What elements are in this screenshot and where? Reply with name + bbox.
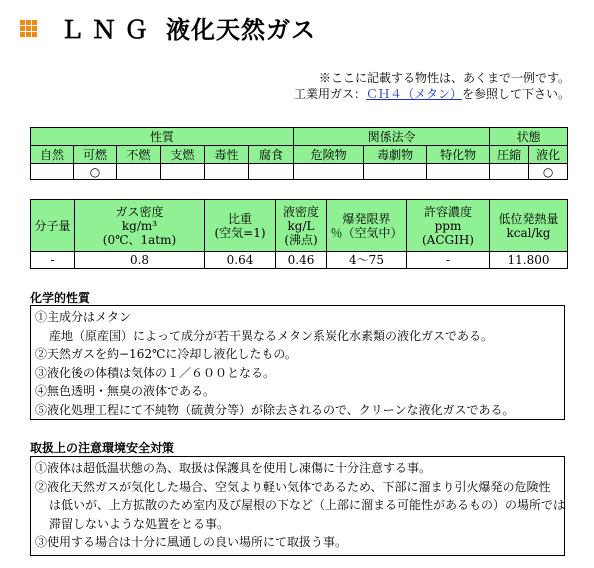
value-compressed [490,164,529,180]
chemical-properties-box [30,305,565,420]
value-hazardous [294,164,364,180]
safety-box [30,456,565,556]
header-specific-gravity: 比重 (空気=1) [205,200,276,252]
header-gas-density: ガス密度 kg/m³ (0℃、1atm) [75,200,205,252]
value-explosive-limit: 4〜75 [327,252,407,269]
safety-line-5: ③使用する場合は十分に風通しの良い場所にて取扱う事。 [35,535,348,549]
value-toxic [205,164,249,180]
safety-line-2: ②液化天然ガスが気化した場合、空気より軽い気体であるため、下部に溜まり引火爆発の危険性 [35,479,551,494]
value-tlv: - [407,252,490,269]
header-lower-heating-value: 低位発熱量 kcal/kg [490,200,568,252]
safety-line-1: ①液体は超低温状態の為、取扱は保護具を使用し凍傷に十分注意する事。 [35,461,432,475]
group-header-properties: 性質 [31,128,294,146]
grid-logo-icon [20,20,38,38]
col-header-toxic: 毒性 [205,146,249,164]
group-header-state: 状態 [490,128,568,146]
chemical-line-4: ③液化後の体積は気体の１／６００となる。 [35,365,276,380]
value-natural [31,164,74,180]
page-title [60,10,316,45]
chemical-line-5: ④無色透明・無臭の液体である。 [35,384,216,398]
value-liquefied: ○ [529,164,568,180]
chemical-line-6: ⑤液化処理工程にて不純物（硫黄分等）が除去されるので、クリーンな液化ガスである。 [35,402,515,417]
value-liquid-density: 0.46 [276,252,327,269]
safety-line-3: は低いが、上方拡散のため室内及び屋根の下など（上部に溜まる可能性があるもの）の場所では [49,498,566,512]
header-liquid-density: 液密度 kg/L (沸点) [276,200,327,252]
note-prefix: 工業用ガス： [293,87,366,101]
value-flammable: ○ [74,164,117,180]
col-header-compressed: 圧縮 [490,146,529,164]
chemical-line-1: ①主成分はメタン [35,310,132,324]
col-header-hazardous: 危険物 [294,146,364,164]
group-header-regulations: 関係法令 [294,128,490,146]
chemical-properties-heading: 化学的性質 [30,291,91,305]
safety-heading: 取扱上の注意環境安全対策 [30,441,175,455]
chemical-line-2: 産地（原産国）によって成分が若干異なるメタン系炭化水素類の液化ガスである。 [49,328,494,343]
header-explosive-limit: 爆発限界 ％（空気中） [327,200,407,252]
disclaimer-notes [294,70,570,102]
col-header-oxidizing: 支燃 [161,146,205,164]
title-japanese: 液化天然ガス [166,15,316,44]
value-lower-heating-value: 11.800 [490,252,568,269]
value-poison [364,164,427,180]
col-header-nonflammable: 不燃 [117,146,161,164]
note-suffix: を参照して下さい。 [461,87,570,101]
title-latin: ＬＮＧ [60,15,156,44]
note-line-1: ※ここに記載する物性は、あくまで一例です。 [318,71,570,85]
value-nonflammable [117,164,161,180]
value-specified [427,164,490,180]
physical-properties-table [30,199,568,269]
note-line-2 [294,86,570,102]
value-corrosive [249,164,294,180]
col-header-liquefied: 液化 [529,146,568,164]
value-gas-density: 0.8 [75,252,205,269]
value-specific-gravity: 0.64 [205,252,276,269]
header-tlv: 許容濃度 ppm (ACGIH) [407,200,490,252]
page-header [12,6,582,46]
properties-table [30,127,568,180]
ch4-methane-link[interactable]: ＣＨ４（メタン） [365,87,462,101]
col-header-natural: 自然 [31,146,74,164]
col-header-specified: 特化物 [427,146,490,164]
value-oxidizing [161,164,205,180]
col-header-flammable: 可燃 [74,146,117,164]
value-molecular-weight: - [31,252,75,269]
safety-line-4: 滞留しないような処置をとる事。 [49,516,230,531]
col-header-corrosive: 腐食 [249,146,294,164]
chemical-line-3: ②天然ガスを約−162℃に冷却し液化したもの。 [35,347,297,361]
header-molecular-weight: 分子量 [31,200,75,252]
col-header-poison: 毒劇物 [364,146,427,164]
